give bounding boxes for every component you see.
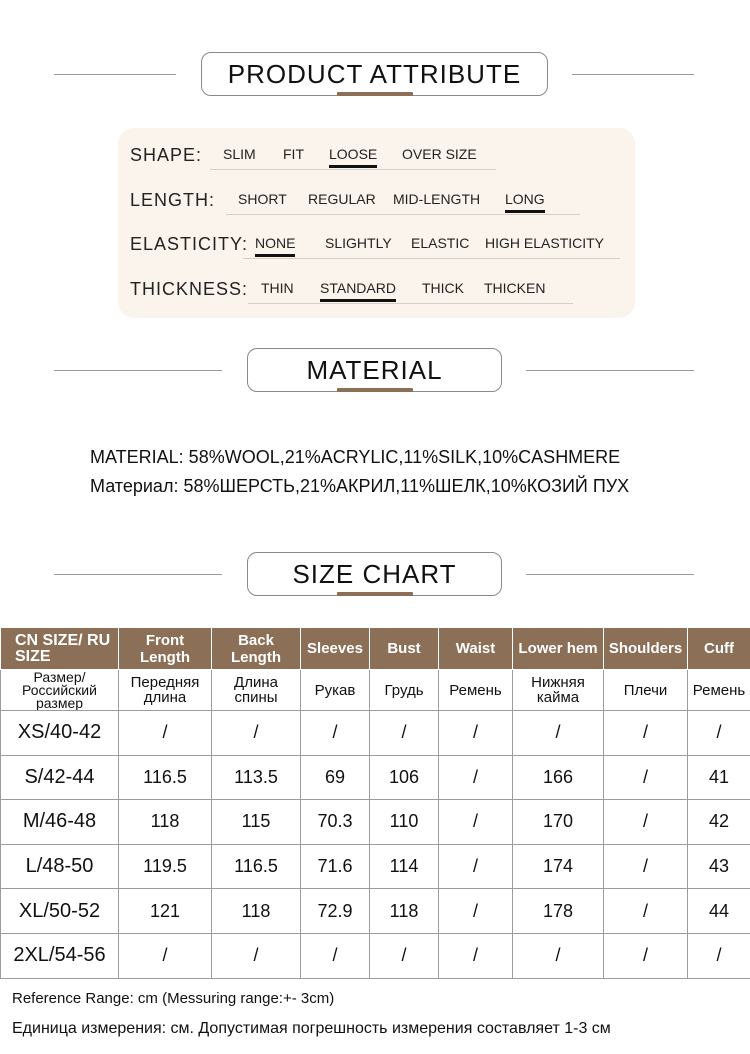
measurement-cell: /: [439, 711, 513, 756]
option-elastic: ELASTIC: [411, 235, 470, 251]
measurement-cell: 43: [688, 844, 750, 889]
table-row: [1, 711, 750, 756]
attribute-row-elasticity: [118, 232, 635, 262]
measurement-cell: /: [439, 755, 513, 800]
measurement-cell: 118: [212, 889, 301, 934]
measurement-cell: /: [439, 844, 513, 889]
header-cell: Передняя длина: [119, 670, 212, 711]
section-title: SIZE CHART: [247, 552, 502, 596]
measurement-cell: /: [604, 889, 688, 934]
divider-left: [54, 74, 176, 75]
attribute-label: SHAPE:: [130, 145, 203, 165]
divider-left: [54, 574, 222, 575]
option-thicken: THICKEN: [484, 280, 546, 296]
attribute-rule: [248, 303, 573, 304]
header-cell: Грудь: [370, 670, 439, 711]
option-high-elasticity: HIGH ELASTICITY: [485, 235, 605, 251]
measurement-cell: /: [370, 711, 439, 756]
attribute-row-shape: [118, 143, 635, 173]
size-name-cell: XL/50-52: [1, 889, 119, 934]
header-cell: Lower hem: [513, 628, 604, 670]
measurement-cell: /: [439, 800, 513, 845]
measurement-note-russian: Единица измерения: см. Допустимая погрешность измерения составляет 1-3 см: [12, 1020, 611, 1037]
title-accent: [337, 592, 413, 596]
option-standard-selected: STANDARD: [320, 280, 396, 296]
measurement-cell: 174: [513, 844, 604, 889]
size-name-cell: M/46-48: [1, 800, 119, 845]
header-cell: CN SIZE/ RU SIZE: [1, 628, 119, 670]
reference-range-note: Reference Range: cm (Messuring range:+- 3cm): [12, 990, 335, 1007]
header-cell: Cuff: [688, 628, 750, 670]
measurement-cell: /: [212, 933, 301, 978]
divider-right: [526, 574, 694, 575]
title-accent: [337, 92, 413, 96]
measurement-cell: 44: [688, 889, 750, 934]
table-row: [1, 755, 750, 800]
measurement-cell: /: [301, 933, 370, 978]
measurement-cell: /: [119, 933, 212, 978]
size-table-body: [1, 711, 750, 979]
section-title: PRODUCT ATTRIBUTE: [201, 52, 548, 96]
option-loose-selected: LOOSE: [329, 146, 378, 162]
material-russian: Материал: 58%ШЕРСТЬ,21%АКРИЛ,11%ШЕЛК,10%КОЗИЙ ПУХ: [90, 476, 630, 496]
attribute-label: LENGTH:: [130, 190, 216, 210]
attribute-rule: [243, 258, 620, 259]
option-slightly: SLIGHTLY: [325, 235, 392, 251]
header-cell: Back Length: [212, 628, 301, 670]
measurement-cell: /: [439, 933, 513, 978]
header-row-russian: [1, 670, 750, 711]
measurement-cell: /: [604, 711, 688, 756]
measurement-cell: 106: [370, 755, 439, 800]
size-name-cell: L/48-50: [1, 844, 119, 889]
section-title: MATERIAL: [247, 348, 502, 392]
measurement-cell: /: [688, 933, 750, 978]
measurement-cell: /: [212, 711, 301, 756]
option-over-size: OVER SIZE: [402, 146, 477, 162]
measurement-cell: 41: [688, 755, 750, 800]
header-cell: Рукав: [301, 670, 370, 711]
measurement-cell: /: [439, 889, 513, 934]
measurement-cell: 178: [513, 889, 604, 934]
measurement-cell: 72.9: [301, 889, 370, 934]
measurement-cell: 116.5: [212, 844, 301, 889]
attribute-row-thickness: [118, 277, 635, 307]
measurement-cell: 118: [370, 889, 439, 934]
title-accent: [337, 388, 413, 392]
header-cell: Front Length: [119, 628, 212, 670]
attribute-label: THICKNESS:: [130, 279, 249, 299]
measurement-cell: /: [688, 711, 750, 756]
option-thick: THICK: [422, 280, 464, 296]
table-row: [1, 933, 750, 978]
measurement-cell: /: [513, 933, 604, 978]
attribute-rule: [210, 169, 496, 170]
measurement-cell: 113.5: [212, 755, 301, 800]
product-attribute-header: [0, 52, 750, 102]
measurement-cell: 166: [513, 755, 604, 800]
measurement-cell: /: [604, 800, 688, 845]
header-cell: Размер/ Российский размер: [1, 670, 119, 711]
option-slim: SLIM: [223, 146, 256, 162]
attribute-rule: [226, 214, 580, 215]
measurement-cell: /: [513, 711, 604, 756]
header-cell: Плечи: [604, 670, 688, 711]
header-cell: Ремень: [688, 670, 750, 711]
size-name-cell: 2XL/54-56: [1, 933, 119, 978]
attribute-panel: [118, 128, 635, 318]
measurement-cell: /: [604, 844, 688, 889]
header-cell: Bust: [370, 628, 439, 670]
option-fit: FIT: [283, 146, 304, 162]
header-cell: Длина спины: [212, 670, 301, 711]
option-mid-length: MID-LENGTH: [393, 191, 481, 207]
measurement-cell: 71.6: [301, 844, 370, 889]
measurement-cell: /: [119, 711, 212, 756]
measurement-cell: 115: [212, 800, 301, 845]
material-english: MATERIAL: 58%WOOL,21%ACRYLIC,11%SILK,10%CASHMERE: [90, 447, 621, 467]
option-none-selected: NONE: [255, 235, 296, 251]
header-cell: Shoulders: [604, 628, 688, 670]
measurement-cell: /: [370, 933, 439, 978]
measurement-cell: 114: [370, 844, 439, 889]
header-cell: Ремень: [439, 670, 513, 711]
size-chart-table: [0, 627, 750, 979]
measurement-cell: 116.5: [119, 755, 212, 800]
header-row-english: [1, 628, 750, 670]
attribute-row-length: [118, 188, 635, 218]
divider-right: [572, 74, 694, 75]
header-cell: Нижняя кайма: [513, 670, 604, 711]
measurement-cell: /: [301, 711, 370, 756]
measurement-cell: 119.5: [119, 844, 212, 889]
measurement-cell: 121: [119, 889, 212, 934]
material-header: [0, 348, 750, 398]
attribute-label: ELASTICITY:: [130, 234, 249, 254]
option-regular: REGULAR: [308, 191, 376, 207]
divider-right: [526, 370, 694, 371]
table-row: [1, 889, 750, 934]
divider-left: [54, 370, 222, 371]
measurement-cell: 170: [513, 800, 604, 845]
measurement-cell: 110: [370, 800, 439, 845]
size-name-cell: XS/40-42: [1, 711, 119, 756]
table-row: [1, 800, 750, 845]
header-cell: Waist: [439, 628, 513, 670]
option-thin: THIN: [261, 280, 294, 296]
header-cell: Sleeves: [301, 628, 370, 670]
measurement-cell: /: [604, 755, 688, 800]
measurement-cell: 70.3: [301, 800, 370, 845]
table-row: [1, 844, 750, 889]
measurement-cell: /: [604, 933, 688, 978]
size-name-cell: S/42-44: [1, 755, 119, 800]
option-long-selected: LONG: [505, 191, 545, 207]
option-short: SHORT: [238, 191, 287, 207]
size-chart-header: [0, 552, 750, 602]
measurement-cell: 69: [301, 755, 370, 800]
measurement-cell: 42: [688, 800, 750, 845]
measurement-cell: 118: [119, 800, 212, 845]
